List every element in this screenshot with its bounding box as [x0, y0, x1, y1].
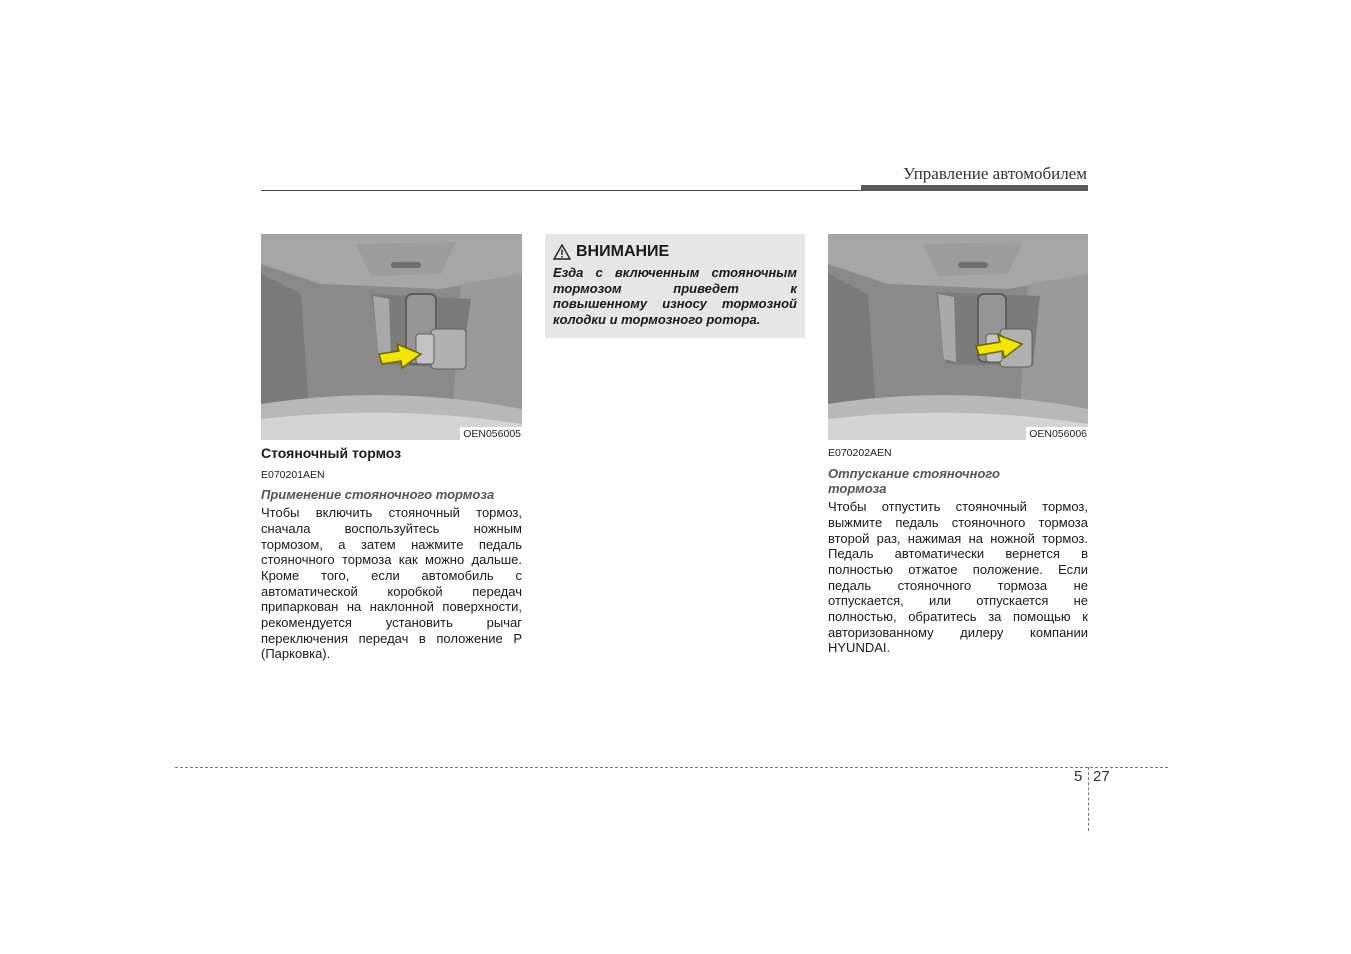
section-body: Чтобы включить стояночный тормоз, сначала воспользуйтесь ножным тормозом, а затем нажмите педаль стояночного тормоза как можно дальше. Кроме того, если автомобиль с автоматической коробкой передач припаркован на наклонной поверхности, рекомендуется установить рычаг переключения передач в положение P (Парковка).	[261, 505, 522, 662]
left-column	[261, 446, 522, 662]
photo-code: OEN056005	[460, 427, 522, 440]
warning-title-text: ВНИМАНИЕ	[576, 243, 670, 260]
header-bar	[861, 185, 1088, 191]
section-code: E070202AEN	[828, 447, 892, 459]
page-header-title: Управление автомобилем	[903, 164, 1087, 183]
section-number: 5	[1074, 768, 1083, 785]
parking-brake-apply-photo	[261, 234, 522, 440]
warning-box	[545, 234, 805, 338]
warning-triangle-icon	[553, 244, 571, 260]
section-heading: Стояночный тормоз	[261, 445, 402, 461]
section-subheading: Отпускание стояночного тормоза	[828, 465, 1000, 497]
page-number: 27	[1093, 768, 1110, 785]
photo-code: OEN056006	[1026, 427, 1088, 440]
warning-title	[553, 243, 797, 261]
section-subheading: Применение стояночного тормоза	[261, 487, 495, 503]
section-body: Чтобы отпустить стояночный тормоз, выжмите педаль стояночного тормоза второй раз, нажимая на ножной тормоз. Педаль автоматически вернется в полностью отжатое положение. Если педаль стояночного тормоза не отпускается, или отпускается не полностью, обратитесь за помощью к авторизованному дилеру компании HYUNDAI.	[828, 499, 1088, 656]
parking-brake-release-photo	[828, 234, 1088, 440]
footer-vertical-divider	[1088, 767, 1089, 831]
section-code: E070201AEN	[261, 468, 325, 481]
warning-text: Езда с включенным стояночным тормозом приведет к повышенному износу тормозной колодки и тормозного ротора.	[553, 265, 797, 328]
footer-divider	[175, 767, 1168, 768]
right-column	[828, 446, 1088, 656]
